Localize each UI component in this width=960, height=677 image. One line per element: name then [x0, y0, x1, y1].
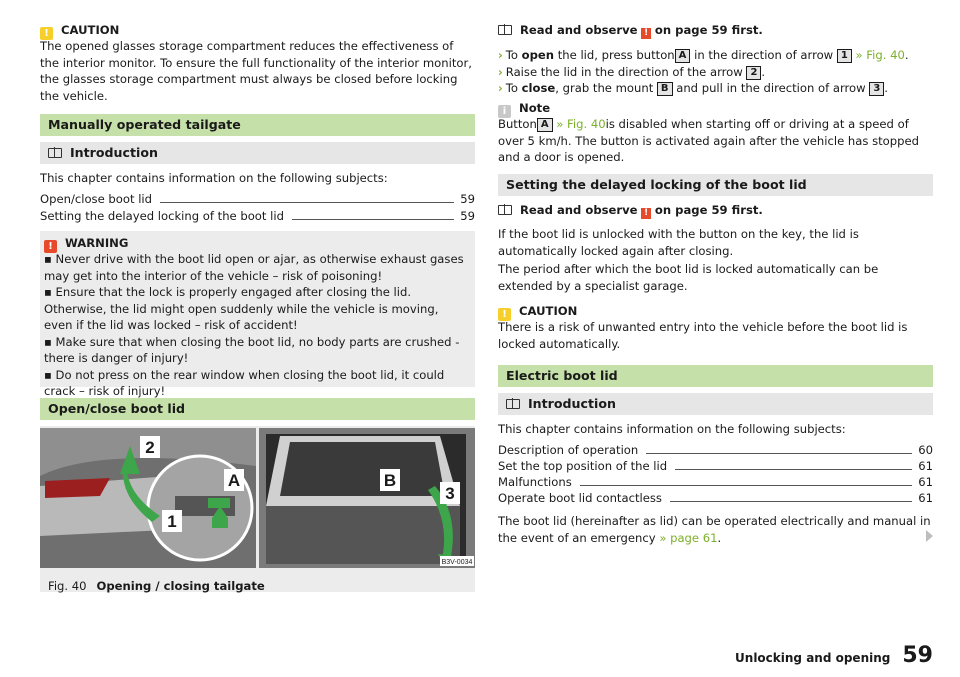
figure-label: 1 [167, 512, 177, 531]
toc-item[interactable]: Setting the delayed locking of the boot lid 59 [40, 208, 475, 223]
figure-caption: Fig. 40 Opening / closing tailgate [48, 578, 265, 593]
figure [40, 426, 475, 592]
section-heading: Manually operated tailgate [40, 114, 475, 136]
toc-item[interactable]: Set the top position of the lid 61 [498, 458, 933, 473]
warning-item: ▪ Make sure that when closing the boot lid, no body parts are crushed - there is danger of injury! [44, 334, 460, 365]
figure-code: B3V-0034 [441, 559, 473, 566]
button-key: A [675, 49, 691, 63]
caution-text: There is a risk of unwanted entry into the vehicle before the boot lid is locked automatically. [498, 320, 908, 351]
warning-item: ▪ Never drive with the boot lid open or ajar, as otherwise exhaust gases may get into the interior of the vehicle – risk of poisoning! [44, 252, 464, 283]
warning-icon: ! [641, 28, 651, 39]
section-heading: Electric boot lid [498, 365, 933, 387]
figure-image [40, 426, 475, 570]
section-heading: Open/close boot lid [40, 398, 475, 420]
toc-item[interactable]: Malfunctions 61 [498, 474, 933, 489]
page-footer [735, 644, 933, 668]
caution-title: CAUTION [61, 23, 120, 37]
toc-item[interactable]: Open/close boot lid 59 [40, 191, 475, 206]
arrow-key: 3 [869, 82, 884, 96]
figure-label: 2 [145, 438, 155, 457]
chapter-name: Unlocking and opening [735, 651, 891, 665]
book-icon [498, 205, 512, 215]
read-observe: Read and observe ! on page 59 first. [498, 22, 933, 39]
step-item: › Raise the lid in the direction of the arrow 2 . [498, 64, 766, 79]
warning-item: ▪ Do not press on the rear window when closing the boot lid, it could crack – risk of injury! [44, 367, 445, 398]
page-number: 59 [902, 643, 933, 668]
figure-link[interactable]: » Fig. 40 [855, 48, 905, 62]
book-icon [48, 148, 62, 158]
caution-text: The opened glasses storage compartment reduces the effectiveness of the interior monitor. To ensure the full functionality of the interior monitor, the glasses storage compartment must always be closed before locking the vehicle. [40, 39, 472, 103]
page-link[interactable]: » page 61 [659, 530, 718, 545]
toc-item[interactable]: Description of operation 60 [498, 442, 933, 457]
figure-label: B [383, 471, 397, 490]
continue-arrow-icon [926, 530, 933, 542]
info-icon: i [498, 105, 511, 118]
toc-list [498, 442, 933, 506]
warning-icon: ! [44, 240, 57, 253]
caution-icon: ! [40, 27, 53, 40]
caution-box [40, 22, 475, 104]
final-text: The boot lid (hereinafter as lid) can be operated electrically and manual in the event of an emergency » page 61. [498, 514, 931, 545]
mount-key: B [657, 82, 673, 96]
intro-text: This chapter contains information on the following subjects: [498, 422, 846, 436]
caution-icon: ! [498, 308, 511, 321]
toc-list [40, 191, 475, 224]
arrow-key: 2 [746, 66, 761, 80]
step-item: › To close, grab the mount B and pull in the direction of arrow 3 . [498, 81, 888, 95]
figure-label: 3 [445, 484, 455, 503]
warning-item: ▪ Ensure that the lock is properly engaged after closing the lid. Otherwise, the lid might open suddenly while the vehicle is moving, even if the lid was locked – risk of accident! [44, 285, 439, 332]
intro-text: This chapter contains information on the following subjects: [40, 171, 388, 185]
step-item: › To open the lid, press button A in the direction of arrow 1 » Fig. 40. [498, 48, 909, 62]
warning-title: WARNING [65, 236, 129, 250]
book-icon [498, 25, 512, 35]
read-observe: Read and observe ! on page 59 first. [498, 202, 933, 219]
arrow-key: 1 [837, 49, 852, 63]
delayed-text-1: If the boot lid is unlocked with the button on the key, the lid is automatically locked again after closing. [498, 227, 859, 258]
steps-list [498, 47, 933, 97]
intro-heading: Introduction [40, 142, 475, 164]
warning-box [40, 231, 475, 398]
figure-label: A [227, 471, 241, 490]
caution-box [498, 303, 933, 352]
note-box [498, 100, 933, 166]
note-title: Note [519, 101, 551, 115]
book-icon [506, 399, 520, 409]
delayed-text-2: The period after which the boot lid is locked automatically can be extended by a specialist garage. [498, 262, 879, 293]
note-text: Button A » Fig. 40is disabled when starting off or driving at a speed of over 5 km/h. The button is activated again after the vehicle has stopped and a door is opened. [498, 117, 919, 164]
warning-icon: ! [641, 208, 651, 219]
intro-heading: Introduction [498, 393, 933, 415]
figure-link[interactable]: » Fig. 40 [552, 117, 606, 131]
toc-item[interactable]: Operate boot lid contactless 61 [498, 490, 933, 505]
caution-title: CAUTION [519, 304, 578, 318]
section-heading: Setting the delayed locking of the boot lid [498, 174, 933, 196]
